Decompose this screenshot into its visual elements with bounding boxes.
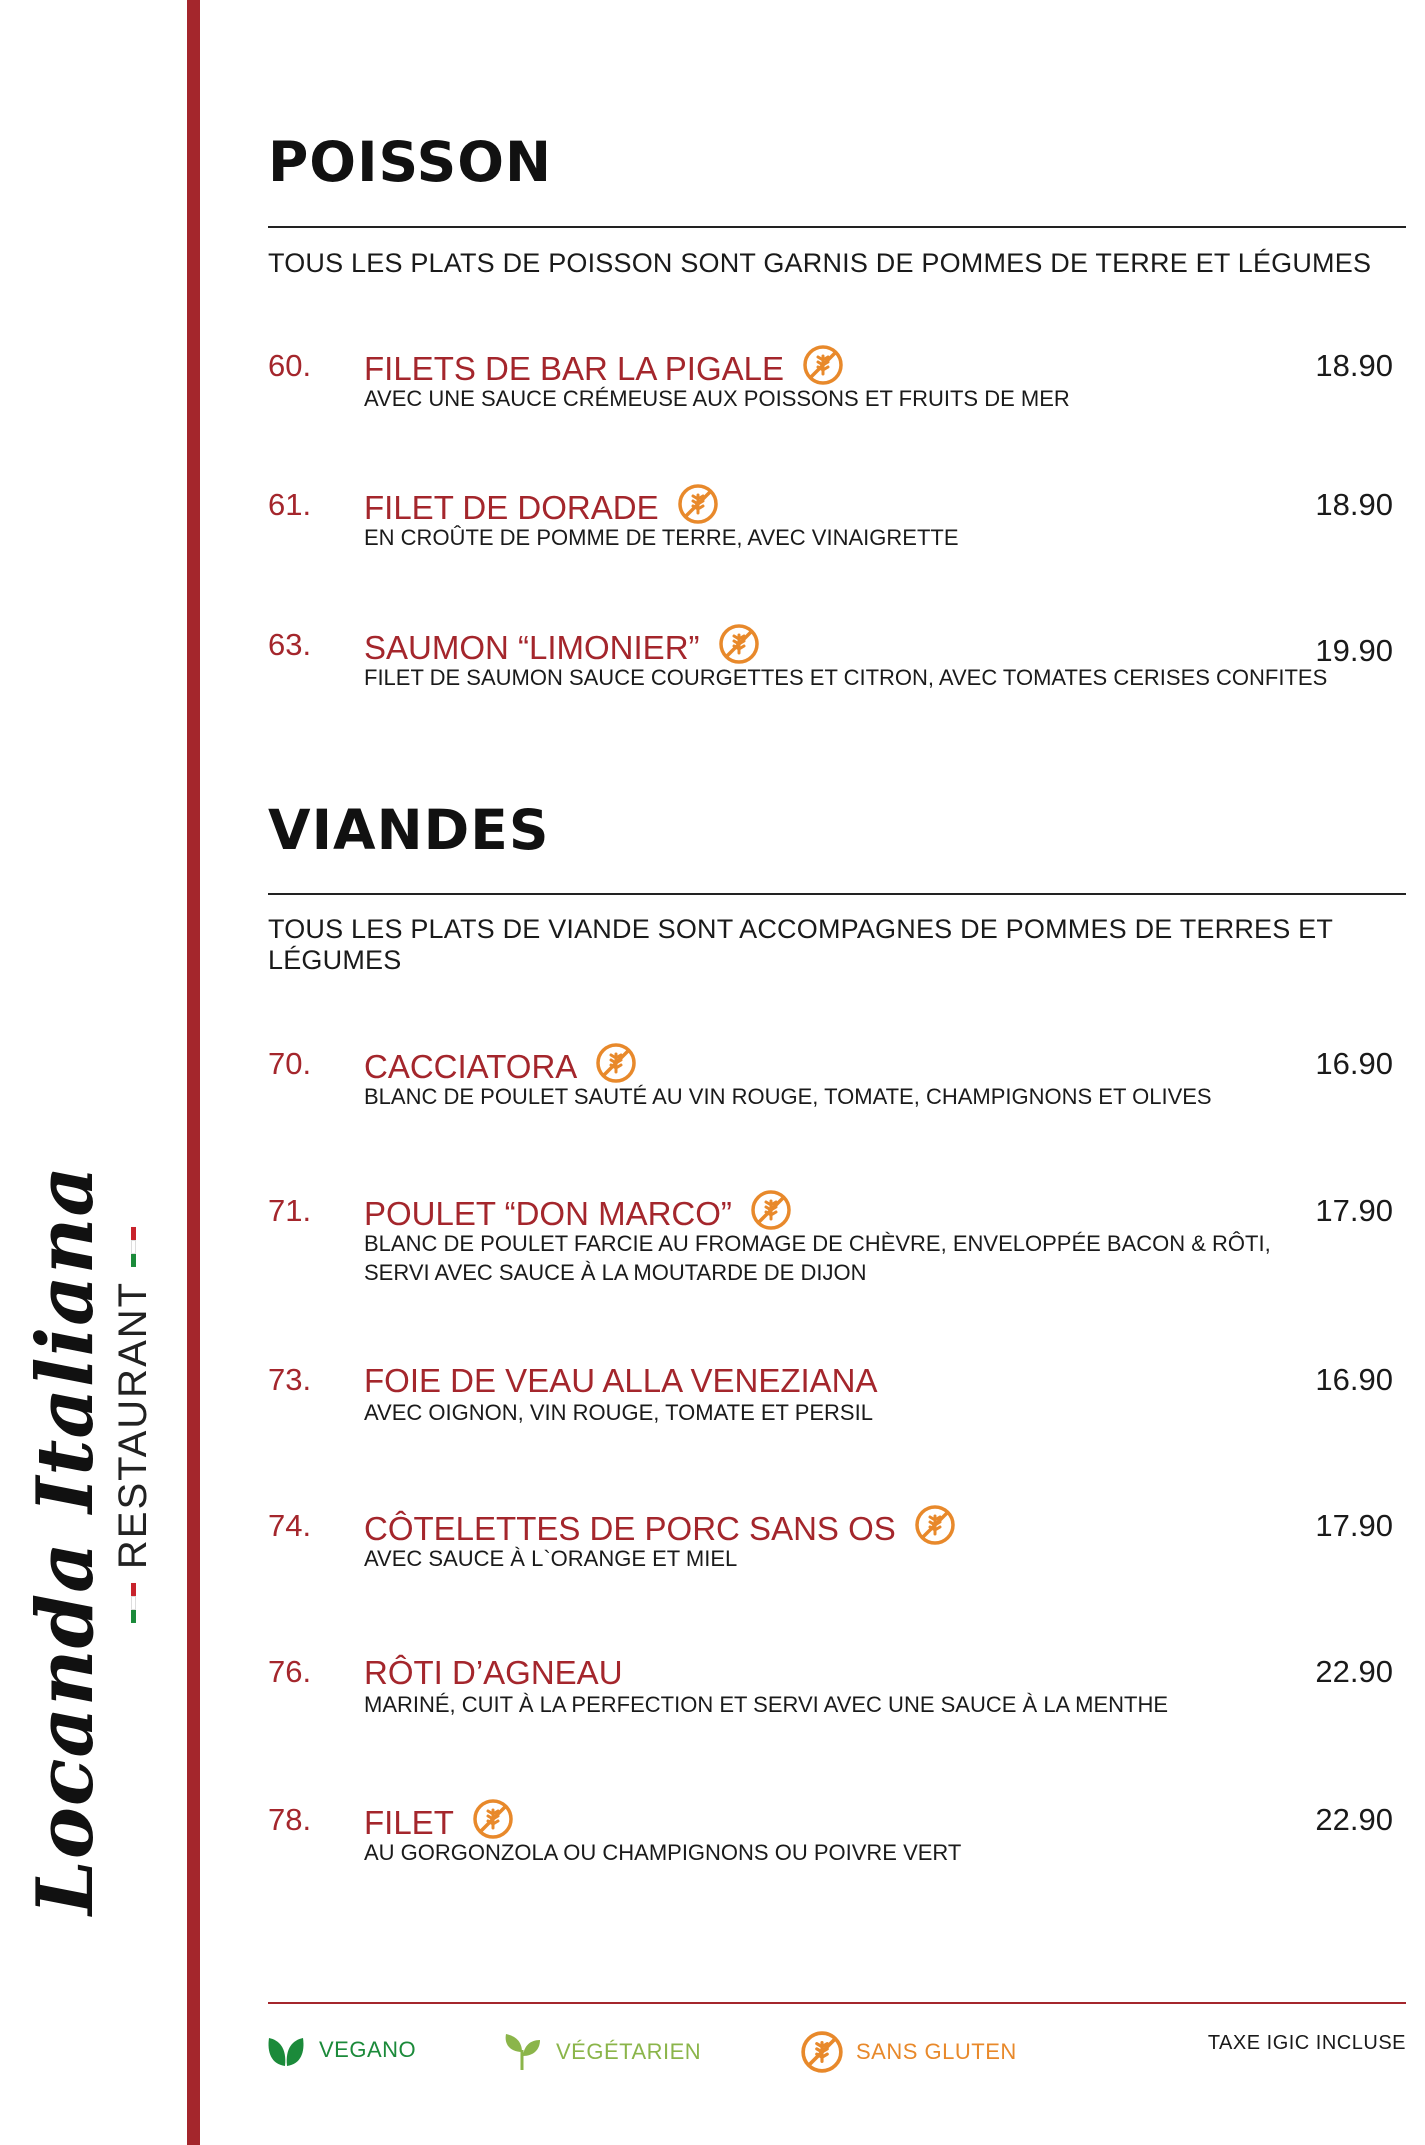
section-title-viandes: VIANDES <box>268 798 550 862</box>
item-number: 76. <box>268 1654 312 1689</box>
item-price: 16.90 <box>1315 1362 1393 1397</box>
gluten-free-icon <box>800 2030 844 2074</box>
item-description: AU GORGONZOLA OU CHAMPIGNONS OU POIVRE VERT <box>364 1840 962 1865</box>
item-price: 18.90 <box>1315 487 1393 522</box>
gluten-free-icon <box>595 1042 637 1084</box>
item-description: SERVI AVEC SAUCE À LA MOUTARDE DE DIJON <box>364 1260 867 1285</box>
legend-vegano <box>265 2030 416 2070</box>
tax-note: TAXE IGIC INCLUSE <box>1207 2032 1406 2054</box>
legend-sans-gluten <box>800 2030 1017 2074</box>
item-price: 18.90 <box>1315 348 1393 383</box>
item-description: MARINÉ, CUIT À LA PERFECTION ET SERVI AVEC UNE SAUCE À LA MENTHE <box>364 1692 1169 1717</box>
flag-stripe-left <box>131 1583 136 1623</box>
section-note-viandes: TOUS LES PLATS DE VIANDE SONT ACCOMPAGNES DE POMMES DE TERRES ET LÉGUMES <box>268 914 1333 975</box>
item-number: 70. <box>268 1046 312 1081</box>
gluten-free-icon <box>472 1798 514 1840</box>
viandes-note-wrap <box>268 914 1406 976</box>
legend-label-vegano: VEGANO <box>319 2037 417 2062</box>
gluten-free-icon <box>802 344 844 386</box>
legend-vegetarien <box>500 2030 701 2074</box>
item-price: 22.90 <box>1315 1654 1393 1689</box>
item-description: AVEC UNE SAUCE CRÉMEUSE AUX POISSONS ET FRUITS DE MER <box>364 386 1070 411</box>
vegetarian-leaf-icon <box>500 2030 544 2074</box>
section-viandes <box>268 798 1406 862</box>
poisson-rule <box>268 226 1406 228</box>
brand-script-name: Locanda Italiana <box>20 1165 111 1915</box>
item-price: 19.90 <box>1315 633 1393 668</box>
item-description: BLANC DE POULET FARCIE AU FROMAGE DE CHÈVRE, ENVELOPPÉE BACON & RÔTI, <box>364 1231 1271 1256</box>
item-name-text: FILET <box>364 1804 454 1841</box>
item-name-text: SAUMON “LIMONIER” <box>364 629 700 666</box>
section-title-poisson: POISSON <box>268 130 553 194</box>
viandes-rule <box>268 893 1406 895</box>
gluten-free-icon <box>677 483 719 525</box>
item-number: 71. <box>268 1193 312 1228</box>
gluten-free-icon <box>718 623 760 665</box>
item-description: AVEC OIGNON, VIN ROUGE, TOMATE ET PERSIL <box>364 1400 873 1425</box>
gluten-free-icon <box>750 1189 792 1231</box>
item-name-text: POULET “DON MARCO” <box>364 1195 732 1232</box>
item-price: 22.90 <box>1315 1802 1393 1837</box>
item-price: 17.90 <box>1315 1508 1393 1543</box>
item-description: FILET DE SAUMON SAUCE COURGETTES ET CITRON, AVEC TOMATES CERISES CONFITES <box>364 665 1328 690</box>
item-name-text: CÔTELETTES DE PORC SANS OS <box>364 1510 896 1547</box>
item-name-text: CACCIATORA <box>364 1048 578 1085</box>
item-name-text: FILETS DE BAR LA PIGALE <box>364 350 784 387</box>
item-number: 60. <box>268 348 312 383</box>
item-description: AVEC SAUCE À L`ORANGE ET MIEL <box>364 1546 738 1571</box>
gluten-free-icon <box>914 1504 956 1546</box>
item-number: 74. <box>268 1508 312 1543</box>
section-poisson <box>268 130 1406 194</box>
item-name-text: FILET DE DORADE <box>364 489 659 526</box>
section-note-poisson: TOUS LES PLATS DE POISSON SONT GARNIS DE POMMES DE TERRE ET LÉGUMES <box>268 248 1372 278</box>
item-price: 17.90 <box>1315 1193 1393 1228</box>
item-number: 61. <box>268 487 312 522</box>
vegan-leaf-icon <box>265 2030 307 2070</box>
item-number: 73. <box>268 1362 312 1397</box>
flag-stripe-right <box>131 1227 136 1267</box>
poisson-note-wrap <box>268 248 1406 279</box>
item-name <box>364 1654 623 1692</box>
brand-word: RESTAURANT <box>111 1280 155 1570</box>
brand-logo <box>0 1160 180 2145</box>
item-description: BLANC DE POULET SAUTÉ AU VIN ROUGE, TOMATE, CHAMPIGNONS ET OLIVES <box>364 1084 1212 1109</box>
footer-rule <box>268 2002 1406 2004</box>
item-name <box>364 1362 878 1400</box>
item-name-text: RÔTI D’AGNEAU <box>364 1654 623 1691</box>
item-name-text: FOIE DE VEAU ALLA VENEZIANA <box>364 1362 878 1399</box>
item-number: 78. <box>268 1802 312 1837</box>
legend-label-sans-gluten: SANS GLUTEN <box>856 2039 1017 2064</box>
brand-red-bar <box>187 0 200 2145</box>
item-price: 16.90 <box>1315 1046 1393 1081</box>
item-description: EN CROÛTE DE POMME DE TERRE, AVEC VINAIGRETTE <box>364 525 959 550</box>
legend-label-vegetarien: VÉGÉTARIEN <box>556 2039 702 2064</box>
item-number: 63. <box>268 627 312 662</box>
